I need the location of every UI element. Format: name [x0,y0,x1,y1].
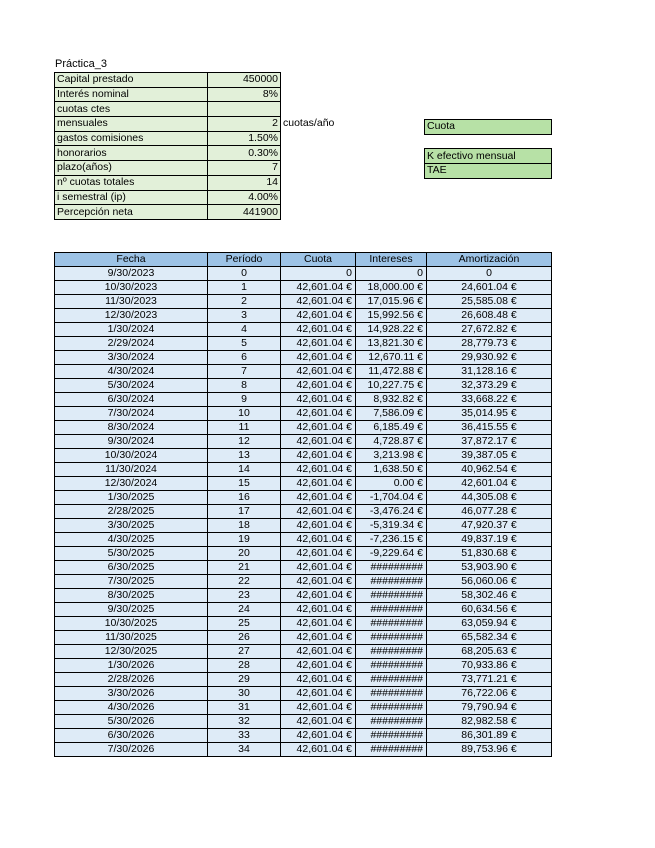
param-label[interactable]: i semestral (ip) [55,190,208,205]
intereses-cell[interactable]: 10,227.75 € [356,379,427,393]
spacer-cell [425,134,552,149]
param-label[interactable]: honorarios [55,146,208,161]
amortizacion-cell[interactable]: 32,373.29 € [427,379,552,393]
table-row [55,505,552,519]
param-row [55,87,337,102]
amortizacion-cell[interactable]: 36,415.55 € [427,421,552,435]
periodo-cell[interactable]: 9 [208,393,281,407]
intereses-cell[interactable]: ######### [356,589,427,603]
fecha-cell[interactable]: 12/30/2025 [55,645,208,659]
cuota-cell[interactable]: 42,601.04 € [281,743,356,757]
cuota-cell[interactable]: 42,601.04 € [281,281,356,295]
param-row [55,175,337,190]
param-row [55,131,337,146]
fecha-cell[interactable]: 3/30/2026 [55,687,208,701]
fecha-cell[interactable]: 6/30/2024 [55,393,208,407]
cuota-cell[interactable]: 42,601.04 € [281,337,356,351]
intereses-cell[interactable]: 13,821.30 € [356,337,427,351]
amortizacion-cell[interactable]: 37,872.17 € [427,435,552,449]
amortizacion-cell[interactable]: 24,601.04 € [427,281,552,295]
periodo-cell[interactable]: 1 [208,281,281,295]
amortizacion-cell[interactable]: 25,585.08 € [427,295,552,309]
table-row [55,267,552,281]
cuota-cell[interactable]: 42,601.04 € [281,379,356,393]
periodo-cell[interactable]: 6 [208,351,281,365]
cuota-cell[interactable]: 42,601.04 € [281,407,356,421]
intereses-cell[interactable]: ######### [356,701,427,715]
amortization-table [54,252,552,757]
intereses-cell[interactable]: 12,670.11 € [356,351,427,365]
amortizacion-cell[interactable]: 76,722.06 € [427,687,552,701]
amortizacion-cell[interactable]: 89,753.96 € [427,743,552,757]
table-row [55,477,552,491]
amortizacion-cell[interactable]: 44,305.08 € [427,491,552,505]
amortizacion-cell[interactable]: 58,302.46 € [427,589,552,603]
fecha-cell[interactable]: 2/29/2024 [55,337,208,351]
param-label[interactable]: Interés nominal [55,87,208,102]
periodo-cell[interactable]: 25 [208,617,281,631]
amortizacion-cell[interactable]: 86,301.89 € [427,729,552,743]
cuota-cell[interactable]: 42,601.04 € [281,729,356,743]
loan-parameters-table [54,72,337,220]
cuota-cell[interactable]: 42,601.04 € [281,645,356,659]
cuota-cell[interactable]: 42,601.04 € [281,533,356,547]
fecha-cell[interactable]: 5/30/2026 [55,715,208,729]
intereses-cell[interactable]: ######### [356,617,427,631]
param-label[interactable]: mensuales [55,117,208,132]
table-row [55,729,552,743]
param-row [55,190,337,205]
amortizacion-cell[interactable]: 46,077.28 € [427,505,552,519]
amortizacion-cell[interactable]: 33,668.22 € [427,393,552,407]
amortizacion-cell[interactable]: 82,982.58 € [427,715,552,729]
periodo-cell[interactable]: 22 [208,575,281,589]
param-label[interactable]: plazo(años) [55,161,208,176]
fecha-cell[interactable]: 9/30/2024 [55,435,208,449]
cuota-cell[interactable]: 42,601.04 € [281,575,356,589]
periodo-cell[interactable]: 20 [208,547,281,561]
param-value[interactable]: 0.30% [208,146,281,161]
intereses-cell[interactable]: 15,992.56 € [356,309,427,323]
intereses-cell[interactable]: 6,185.49 € [356,421,427,435]
fecha-cell[interactable]: 11/30/2024 [55,463,208,477]
param-row [55,73,337,88]
table-row [55,743,552,757]
periodo-cell[interactable]: 29 [208,673,281,687]
cuota-cell[interactable]: 42,601.04 € [281,323,356,337]
param-value[interactable]: 14 [208,175,281,190]
intereses-cell[interactable]: ######### [356,603,427,617]
amortizacion-cell[interactable]: 0 [427,267,552,281]
table-row [55,575,552,589]
amortizacion-cell[interactable]: 27,672.82 € [427,323,552,337]
intereses-cell[interactable]: ######### [356,743,427,757]
fecha-cell[interactable]: 8/30/2024 [55,421,208,435]
param-value[interactable]: 8% [208,87,281,102]
periodo-cell[interactable]: 23 [208,589,281,603]
periodo-cell[interactable]: 30 [208,687,281,701]
cuota-cell[interactable]: 42,601.04 € [281,603,356,617]
fecha-cell[interactable]: 7/30/2025 [55,575,208,589]
amortizacion-cell[interactable]: 40,962.54 € [427,463,552,477]
cuota-cell[interactable]: 42,601.04 € [281,519,356,533]
fecha-cell[interactable]: 3/30/2025 [55,519,208,533]
cuota-cell[interactable]: 42,601.04 € [281,449,356,463]
param-value[interactable]: 2 [208,117,281,132]
periodo-cell[interactable]: 26 [208,631,281,645]
param-label[interactable]: gastos comisiones [55,131,208,146]
table-row [55,715,552,729]
periodo-cell[interactable]: 3 [208,309,281,323]
table-row [55,491,552,505]
periodo-cell[interactable]: 7 [208,365,281,379]
amortizacion-cell[interactable]: 39,387.05 € [427,449,552,463]
amortizacion-cell[interactable]: 28,779.73 € [427,337,552,351]
cuota-cell[interactable]: 42,601.04 € [281,295,356,309]
param-note[interactable]: cuotas/año [283,117,335,130]
intereses-cell[interactable]: 7,586.09 € [356,407,427,421]
amortizacion-cell[interactable]: 26,608.48 € [427,309,552,323]
cuota-cell[interactable]: 42,601.04 € [281,687,356,701]
table-row [55,533,552,547]
periodo-cell[interactable]: 4 [208,323,281,337]
amortizacion-cell[interactable]: 47,920.37 € [427,519,552,533]
fecha-cell[interactable]: 7/30/2024 [55,407,208,421]
fecha-cell[interactable]: 9/30/2023 [55,267,208,281]
param-value[interactable] [208,102,281,117]
header-row [55,253,552,267]
intereses-cell[interactable]: 18,000.00 € [356,281,427,295]
fecha-cell[interactable]: 2/28/2026 [55,673,208,687]
amortizacion-cell[interactable]: 63,059.94 € [427,617,552,631]
periodo-cell[interactable]: 33 [208,729,281,743]
periodo-cell[interactable]: 13 [208,449,281,463]
header-periodo[interactable]: Período [208,253,281,267]
cuota-cell[interactable]: 42,601.04 € [281,309,356,323]
param-value[interactable]: 4.00% [208,190,281,205]
sheet-title: Práctica_3 [55,58,107,70]
cuota-cell[interactable]: 42,601.04 € [281,365,356,379]
table-row [55,463,552,477]
amortizacion-cell[interactable]: 31,128.16 € [427,365,552,379]
header-intereses[interactable]: Intereses [356,253,427,267]
param-label[interactable]: cuotas ctes [55,102,208,117]
intereses-cell[interactable]: ######### [356,575,427,589]
cuota-cell[interactable]: 42,601.04 € [281,393,356,407]
header-amortizacion[interactable]: Amortización [427,253,552,267]
fecha-cell[interactable]: 9/30/2025 [55,603,208,617]
cuota-cell[interactable]: 42,601.04 € [281,701,356,715]
fecha-cell[interactable]: 1/30/2025 [55,491,208,505]
periodo-cell[interactable]: 32 [208,715,281,729]
intereses-cell[interactable]: ######### [356,645,427,659]
periodo-cell[interactable]: 8 [208,379,281,393]
results-panel [424,119,552,179]
cuota-cell[interactable]: 42,601.04 € [281,617,356,631]
table-row [55,449,552,463]
intereses-cell[interactable]: ######### [356,715,427,729]
param-value[interactable]: 441900 [208,205,281,220]
param-row [55,161,337,176]
cuota-cell[interactable]: 42,601.04 € [281,561,356,575]
table-row [55,547,552,561]
intereses-cell[interactable]: ######### [356,673,427,687]
k-efectivo-cell[interactable]: K efectivo mensual [425,149,552,164]
table-row [55,687,552,701]
cuota-cell[interactable]: 42,601.04 € [281,463,356,477]
fecha-cell[interactable]: 6/30/2025 [55,561,208,575]
fecha-cell[interactable]: 1/30/2024 [55,323,208,337]
cuota-cell[interactable]: 42,601.04 € [281,715,356,729]
param-value[interactable]: 7 [208,161,281,176]
cuota-cell[interactable]: 42,601.04 € [281,477,356,491]
fecha-cell[interactable]: 12/30/2024 [55,477,208,491]
amortizacion-cell[interactable]: 35,014.95 € [427,407,552,421]
amortizacion-cell[interactable]: 65,582.34 € [427,631,552,645]
fecha-cell[interactable]: 10/30/2024 [55,449,208,463]
cuota-cell[interactable]: 42,601.04 € [281,421,356,435]
cuota-cell[interactable]: 42,601.04 € [281,589,356,603]
fecha-cell[interactable]: 4/30/2024 [55,365,208,379]
param-row [55,205,337,220]
tae-cell[interactable]: TAE [425,164,552,179]
param-value[interactable]: 450000 [208,73,281,88]
fecha-cell[interactable]: 1/30/2026 [55,659,208,673]
fecha-cell[interactable]: 2/28/2025 [55,505,208,519]
param-value[interactable]: 1.50% [208,131,281,146]
intereses-cell[interactable]: ######### [356,561,427,575]
periodo-cell[interactable]: 27 [208,645,281,659]
periodo-cell[interactable]: 17 [208,505,281,519]
cuota-cell[interactable]: Cuota [425,120,552,135]
table-row [55,281,552,295]
table-row [55,323,552,337]
periodo-cell[interactable]: 21 [208,561,281,575]
cuota-cell[interactable]: 42,601.04 € [281,435,356,449]
cuota-cell[interactable]: 42,601.04 € [281,547,356,561]
fecha-cell[interactable]: 5/30/2025 [55,547,208,561]
param-row [55,102,337,117]
intereses-cell[interactable]: ######### [356,659,427,673]
table-row [55,309,552,323]
amortizacion-cell[interactable]: 42,601.04 € [427,477,552,491]
cuota-cell[interactable]: 42,601.04 € [281,351,356,365]
intereses-cell[interactable]: 0.00 € [356,477,427,491]
cuota-cell[interactable]: 42,601.04 € [281,673,356,687]
table-row [55,659,552,673]
fecha-cell[interactable]: 11/30/2025 [55,631,208,645]
periodo-cell[interactable]: 34 [208,743,281,757]
fecha-cell[interactable]: 10/30/2023 [55,281,208,295]
fecha-cell[interactable]: 4/30/2026 [55,701,208,715]
param-label[interactable]: Percepción neta [55,205,208,220]
fecha-cell[interactable]: 12/30/2023 [55,309,208,323]
cuota-cell[interactable]: 0 [281,267,356,281]
amortizacion-cell[interactable]: 56,060.06 € [427,575,552,589]
periodo-cell[interactable]: 5 [208,337,281,351]
table-row [55,337,552,351]
table-row [55,631,552,645]
table-row [55,519,552,533]
amortizacion-cell[interactable]: 51,830.68 € [427,547,552,561]
param-row [55,117,337,132]
table-row [55,701,552,715]
fecha-cell[interactable]: 6/30/2026 [55,729,208,743]
periodo-cell[interactable]: 28 [208,659,281,673]
intereses-cell[interactable]: 14,928.22 € [356,323,427,337]
amortizacion-cell[interactable]: 60,634.56 € [427,603,552,617]
cuota-cell[interactable]: 42,601.04 € [281,491,356,505]
fecha-cell[interactable]: 7/30/2026 [55,743,208,757]
amortizacion-cell[interactable]: 68,205.63 € [427,645,552,659]
intereses-cell[interactable]: -3,476.24 € [356,505,427,519]
table-row [55,365,552,379]
intereses-cell[interactable]: 0 [356,267,427,281]
periodo-cell[interactable]: 15 [208,477,281,491]
intereses-cell[interactable]: -1,704.04 € [356,491,427,505]
intereses-cell[interactable]: -7,236.15 € [356,533,427,547]
header-fecha[interactable]: Fecha [55,253,208,267]
periodo-cell[interactable]: 19 [208,533,281,547]
param-label[interactable]: Capital prestado [55,73,208,88]
table-row [55,421,552,435]
intereses-cell[interactable]: 17,015.96 € [356,295,427,309]
periodo-cell[interactable]: 24 [208,603,281,617]
intereses-cell[interactable]: 8,932.82 € [356,393,427,407]
periodo-cell[interactable]: 11 [208,421,281,435]
param-row [55,146,337,161]
param-label[interactable]: nº cuotas totales [55,175,208,190]
fecha-cell[interactable]: 10/30/2025 [55,617,208,631]
intereses-cell[interactable]: -9,229.64 € [356,547,427,561]
fecha-cell[interactable]: 3/30/2024 [55,351,208,365]
intereses-cell[interactable]: ######### [356,729,427,743]
table-row [55,617,552,631]
fecha-cell[interactable]: 5/30/2024 [55,379,208,393]
periodo-cell[interactable]: 12 [208,435,281,449]
amortizacion-cell[interactable]: 49,837.19 € [427,533,552,547]
table-row [55,393,552,407]
cuota-cell[interactable]: 42,601.04 € [281,505,356,519]
periodo-cell[interactable]: 18 [208,519,281,533]
fecha-cell[interactable]: 8/30/2025 [55,589,208,603]
intereses-cell[interactable]: 3,213.98 € [356,449,427,463]
periodo-cell[interactable]: 2 [208,295,281,309]
amortizacion-cell[interactable]: 70,933.86 € [427,659,552,673]
table-row [55,379,552,393]
periodo-cell[interactable]: 16 [208,491,281,505]
periodo-cell[interactable]: 10 [208,407,281,421]
intereses-cell[interactable]: 4,728.87 € [356,435,427,449]
table-row [55,645,552,659]
table-row [55,295,552,309]
periodo-cell[interactable]: 31 [208,701,281,715]
table-row [55,603,552,617]
fecha-cell[interactable]: 11/30/2023 [55,295,208,309]
intereses-cell[interactable]: ######### [356,687,427,701]
amortizacion-cell[interactable]: 29,930.92 € [427,351,552,365]
amortizacion-cell[interactable]: 73,771.21 € [427,673,552,687]
table-row [55,561,552,575]
intereses-cell[interactable]: -5,319.34 € [356,519,427,533]
fecha-cell[interactable]: 4/30/2025 [55,533,208,547]
intereses-cell[interactable]: 11,472.88 € [356,365,427,379]
amortizacion-cell[interactable]: 53,903.90 € [427,561,552,575]
table-row [55,589,552,603]
periodo-cell[interactable]: 14 [208,463,281,477]
periodo-cell[interactable]: 0 [208,267,281,281]
amortizacion-cell[interactable]: 79,790.94 € [427,701,552,715]
cuota-cell[interactable]: 42,601.04 € [281,659,356,673]
intereses-cell[interactable]: 1,638.50 € [356,463,427,477]
header-cuota[interactable]: Cuota [281,253,356,267]
cuota-cell[interactable]: 42,601.04 € [281,631,356,645]
table-row [55,351,552,365]
table-row [55,435,552,449]
table-row [55,673,552,687]
table-row [55,407,552,421]
intereses-cell[interactable]: ######### [356,631,427,645]
